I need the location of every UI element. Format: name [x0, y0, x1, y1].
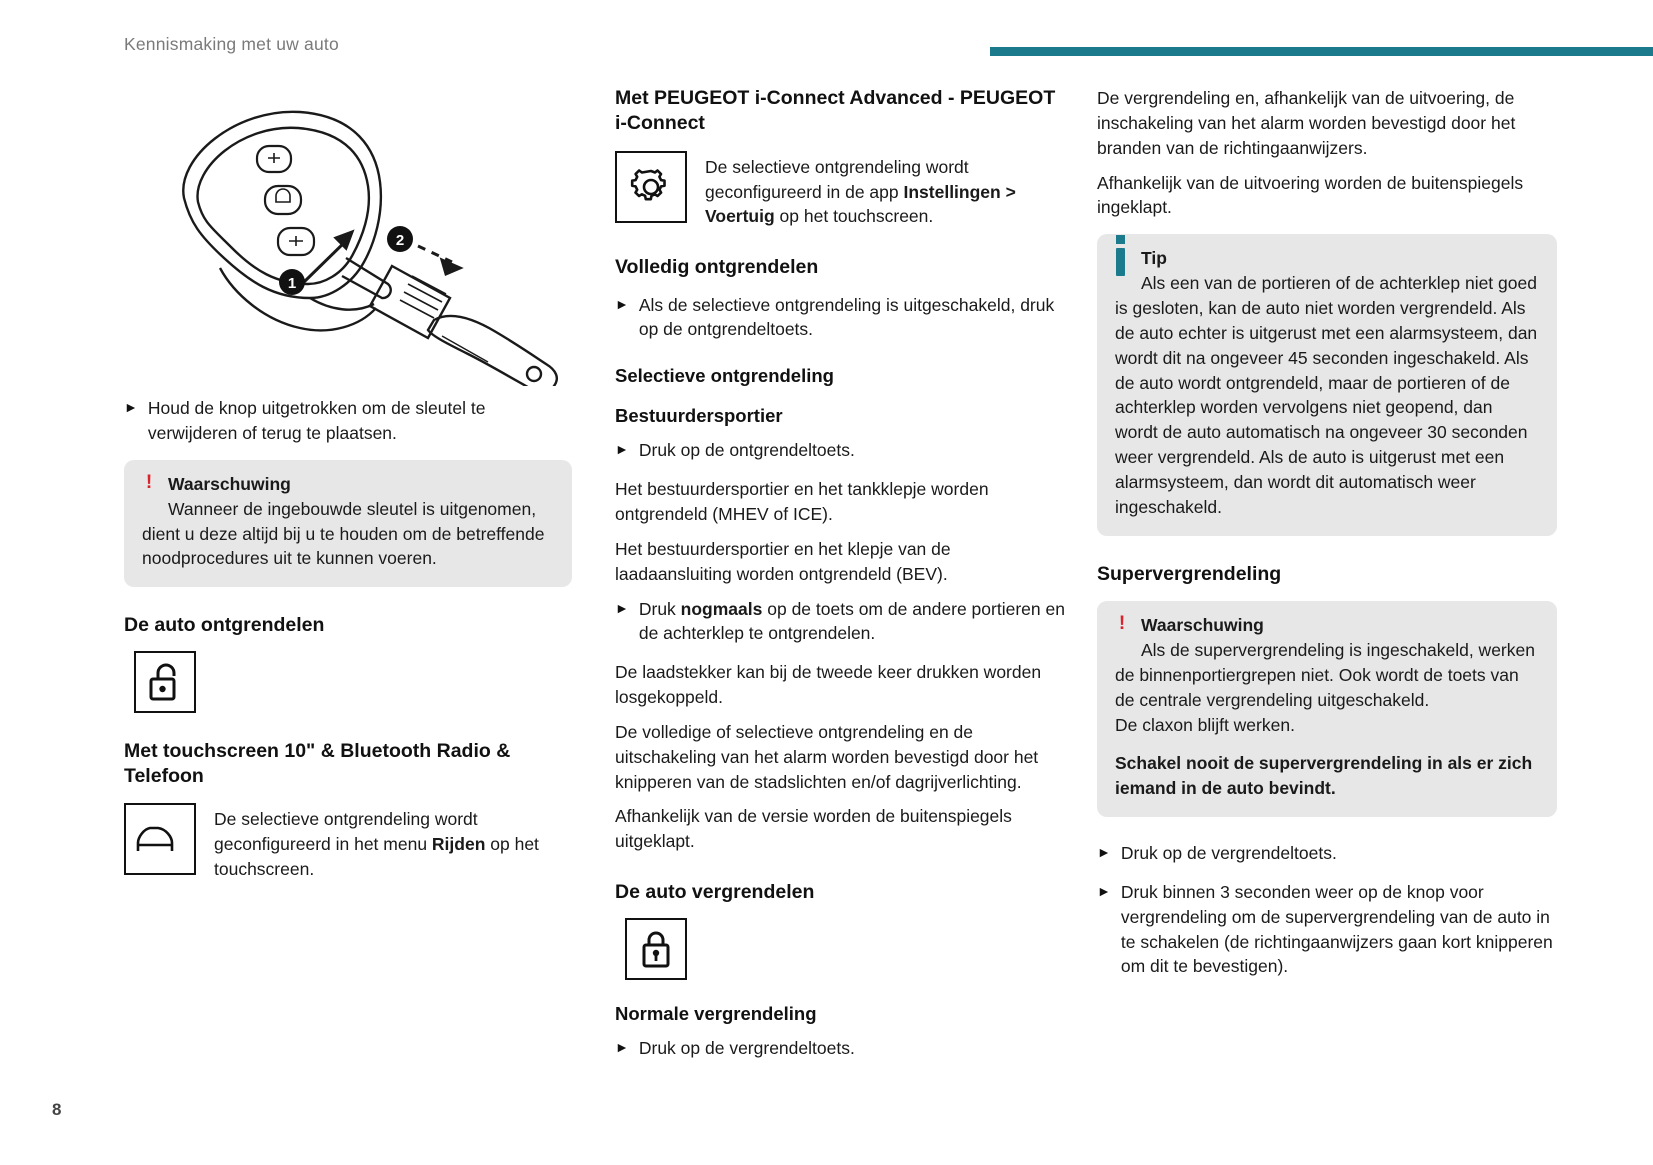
svg-text:1: 1 [287, 275, 297, 292]
para-driver-door-mhev: Het bestuurdersportier en het tankklepje worden ontgrendeld (MHEV of ICE). [615, 479, 989, 525]
touchscreen-config-row [124, 803, 572, 882]
bullet-arrow-icon: ► [1097, 844, 1111, 861]
para-mirrors-fold: Afhankelijk van de uitvoering worden de buitenspiegels ingeklapt. [1097, 172, 1524, 218]
bullet-arrow-icon: ► [124, 399, 138, 415]
tip-callout [1097, 234, 1557, 535]
warning-callout-key [124, 460, 572, 588]
iconnect-config-row [615, 151, 1067, 230]
callout-title: Waarschuwing [168, 473, 291, 494]
column-center [615, 86, 1067, 1074]
warning-icon: ! [145, 471, 153, 493]
bullet-text-part1: Druk [638, 598, 681, 619]
callout-text: Als een van de portieren of de achterklep niet goed is gesloten, kan de auto niet worden vergrendeld. Als de auto echter is uitgerust met een alarmsysteem, dan wordt dit na ongeveer 45 seconden ingeschakeld. Als de auto wordt ontgrendeld, maar de portieren of de achterklep worden vervolgens niet geopend, dan wordt de auto automatisch na ongeveer 30 seconden weer vergrendeld. Als de auto is uitgerust met een alarmsysteem, dan wordt dit automatisch weer ingeschakeld. [1115, 273, 1538, 517]
warning-callout-superlock [1097, 601, 1557, 817]
heading-lock-car: De auto vergrendelen [615, 881, 815, 904]
column-right [1097, 86, 1557, 993]
heading-superlock: Supervergrendeling [1097, 562, 1282, 585]
bullet-text: Druk op de vergrendeltoets. [1120, 843, 1337, 864]
car-front-icon [124, 803, 196, 875]
bullet-press-unlock [615, 438, 1067, 463]
para-lock-confirm: De vergrendeling en, afhankelijk van de uitvoering, de inschakeling van het alarm worden bevestigd door het branden van de richtingaanwijzers. [1097, 88, 1516, 158]
callout-text: Wanneer de ingebouwde sleutel is uitgenomen, dient u deze altijd bij u te houden om de betreffende noodprocedures uit te kunnen voeren. [142, 498, 545, 569]
heading-full-unlock: Volledig ontgrendelen [615, 256, 819, 279]
bullet-text-part2: op de toets om de andere portieren en de achterklep te ontgrendelen. [638, 598, 1065, 644]
callout-text-2: De claxon blijft werken. [1115, 714, 1295, 735]
callout-text-bold: Schakel nooit de supervergrendeling in als er zich iemand in de auto bevindt. [1115, 753, 1533, 799]
callout-title: Tip [1141, 248, 1167, 269]
para-unlock-confirm: De volledige of selectieve ontgrendeling en de uitschakeling van het alarm worden bevestigd door het knipperen van de stadslichten en/of dagrijverlichting. [615, 721, 1039, 792]
bullet-text [639, 597, 1067, 647]
bullet-arrow-icon: ► [615, 441, 629, 458]
bullet-text: Als de selectieve ontgrendeling is uitgeschakeld, druk op de ontgrendeltoets. [638, 294, 1055, 340]
bullet-remove-key [124, 396, 572, 446]
bullet-arrow-icon: ► [615, 1038, 629, 1055]
bullet-arrow-icon: ► [615, 599, 629, 616]
header-accent-rule [990, 47, 1653, 56]
bullet-press-lock [615, 1036, 1067, 1061]
bullet-text: Druk op de vergrendeltoets. [638, 1037, 855, 1058]
touchscreen-text-bold: Rijden [431, 834, 486, 855]
bullet-press-again [615, 597, 1067, 647]
closed-padlock-icon [625, 918, 687, 980]
heading-normal-lock: Normale vergrendeling [615, 1002, 817, 1024]
heading-selective-unlock: Selectieve ontgrendeling [615, 365, 834, 387]
page-number: 8 [52, 1100, 62, 1119]
para-charge-plug: De laadstekker kan bij de tweede keer drukken worden losgekoppeld. [615, 662, 1042, 708]
bullet-text-bold: nogmaals [680, 598, 763, 619]
gear-settings-icon [615, 151, 687, 223]
key-with-integrated-blade-illustration [124, 86, 572, 396]
para-driver-door-bev: Het bestuurdersportier en het klepje van de laadaansluiting worden ontgrendeld (BEV). [615, 538, 951, 584]
bullet-full-unlock [615, 293, 1067, 343]
bullet-text: Houd de knop uitgetrokken om de sleutel te verwijderen of terug te plaatsen. [147, 398, 486, 443]
para-mirrors-unfold: Afhankelijk van de versie worden de buitenspiegels uitgeklapt. [615, 806, 1012, 852]
bullet-text: Druk binnen 3 seconden weer op de knop voor vergrendeling om de supervergrendeling van de auto in te schakelen (de richtingaanwijzers gaan kort knipperen om dit te bevestigen). [1120, 881, 1553, 977]
callout-text-1: Als de supervergrendeling is ingeschakeld, werken de binnenportiergrepen niet. Ook wordt de toets van de centrale vergrendeling uitgeschakeld. [1115, 640, 1535, 710]
bullet-arrow-icon: ► [1097, 882, 1111, 899]
bullet-arrow-icon: ► [615, 295, 629, 312]
info-icon [1116, 248, 1125, 276]
bullet-text: Druk op de ontgrendeltoets. [638, 440, 855, 461]
iconnect-text-bold: Instellingen > Voertuig [705, 181, 1016, 227]
callout-title: Waarschuwing [1141, 615, 1264, 635]
svg-text:2: 2 [395, 232, 405, 249]
touchscreen-text-part1: De selectieve ontgrendeling wordt geconfigureerd in het menu [214, 809, 478, 855]
bullet-press-within-3s [1097, 880, 1557, 979]
heading-touchscreen-radio: Met touchscreen 10" & Bluetooth Radio & Telefoon [124, 739, 511, 787]
iconnect-text-part1: De selectieve ontgrendeling wordt geconfigureerd in de app [705, 156, 969, 202]
iconnect-text-part2: op het touchscreen. [774, 206, 934, 227]
heading-driver-door: Bestuurdersportier [615, 405, 783, 427]
iconnect-config-text [705, 151, 1067, 230]
touchscreen-text-part2: op het touchscreen. [214, 834, 539, 879]
heading-unlock-car: De auto ontgrendelen [124, 614, 325, 637]
page-header-title: Kennismaking met uw auto [124, 34, 339, 54]
bullet-press-lock-super [1097, 841, 1557, 866]
touchscreen-config-text [214, 803, 572, 882]
open-padlock-icon [134, 651, 196, 713]
warning-icon: ! [1118, 613, 1126, 634]
heading-iconnect: Met PEUGEOT i-Connect Advanced - PEUGEOT i-Connect [615, 87, 1056, 135]
column-left [124, 86, 572, 890]
